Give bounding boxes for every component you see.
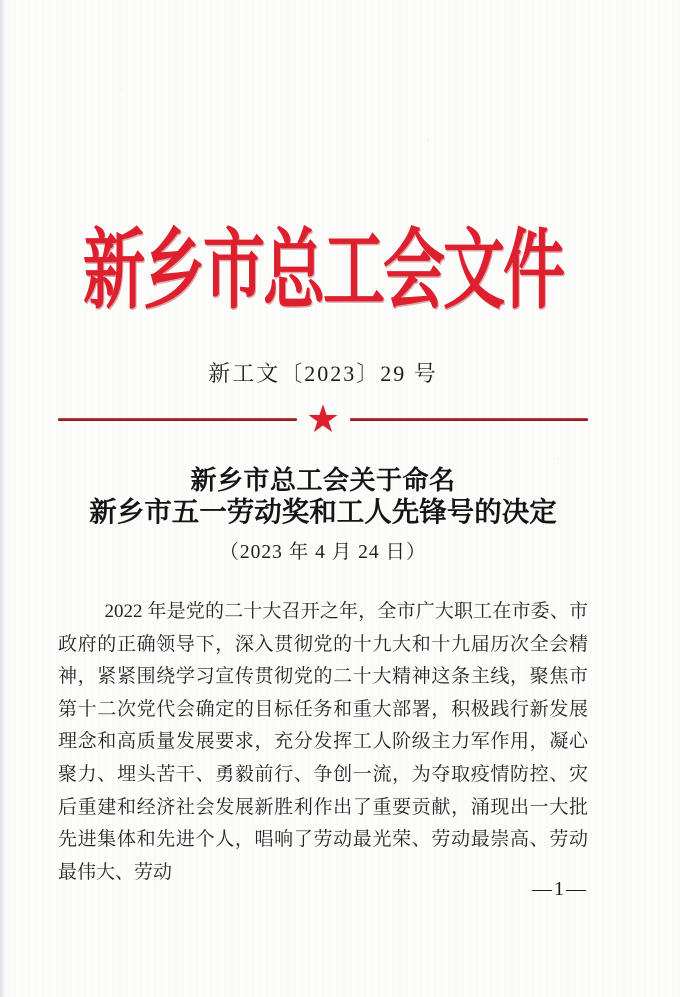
red-rule-right bbox=[350, 418, 589, 421]
decision-title-line2: 新乡市五一劳动奖和工人先锋号的决定 bbox=[89, 496, 557, 527]
star-icon: ★ bbox=[307, 401, 339, 437]
decision-date: （2023 年 4 月 24 日） bbox=[219, 542, 427, 563]
red-divider-rule bbox=[58, 402, 588, 436]
scan-edge-shadow bbox=[0, 0, 6, 997]
letterhead-title: 新乡市总工会文件 bbox=[82, 224, 563, 320]
decision-title-line1: 新乡市总工会关于命名 bbox=[190, 466, 456, 495]
red-rule-left bbox=[58, 418, 297, 421]
body-paragraph: 2022 年是党的二十大召开之年，全市广大职工在市委、市政府的正确领导下，深入贯彻党的十九大和十九届历次全会精神，紧紧围绕学习宣传贯彻党的二十大精神这条主线，聚焦市第十二次党代会确定的目标任务和重大部署，积极践行新发展理念和高质量发展要求，充分发挥工人阶级主力军作用，凝心聚力、埋头苦干、勇毅前行、争创一流，为夺取疫情防控、灾后重建和经济社会发展新胜利作出了重要贡献，涌现出一大批先进集体和先进个人，唱响了劳动最光荣、劳动最崇高、劳动最伟大、劳动 bbox=[58, 601, 588, 883]
page-number: —1— bbox=[532, 878, 588, 900]
document-number: 新工文〔2023〕29 号 bbox=[208, 361, 438, 386]
